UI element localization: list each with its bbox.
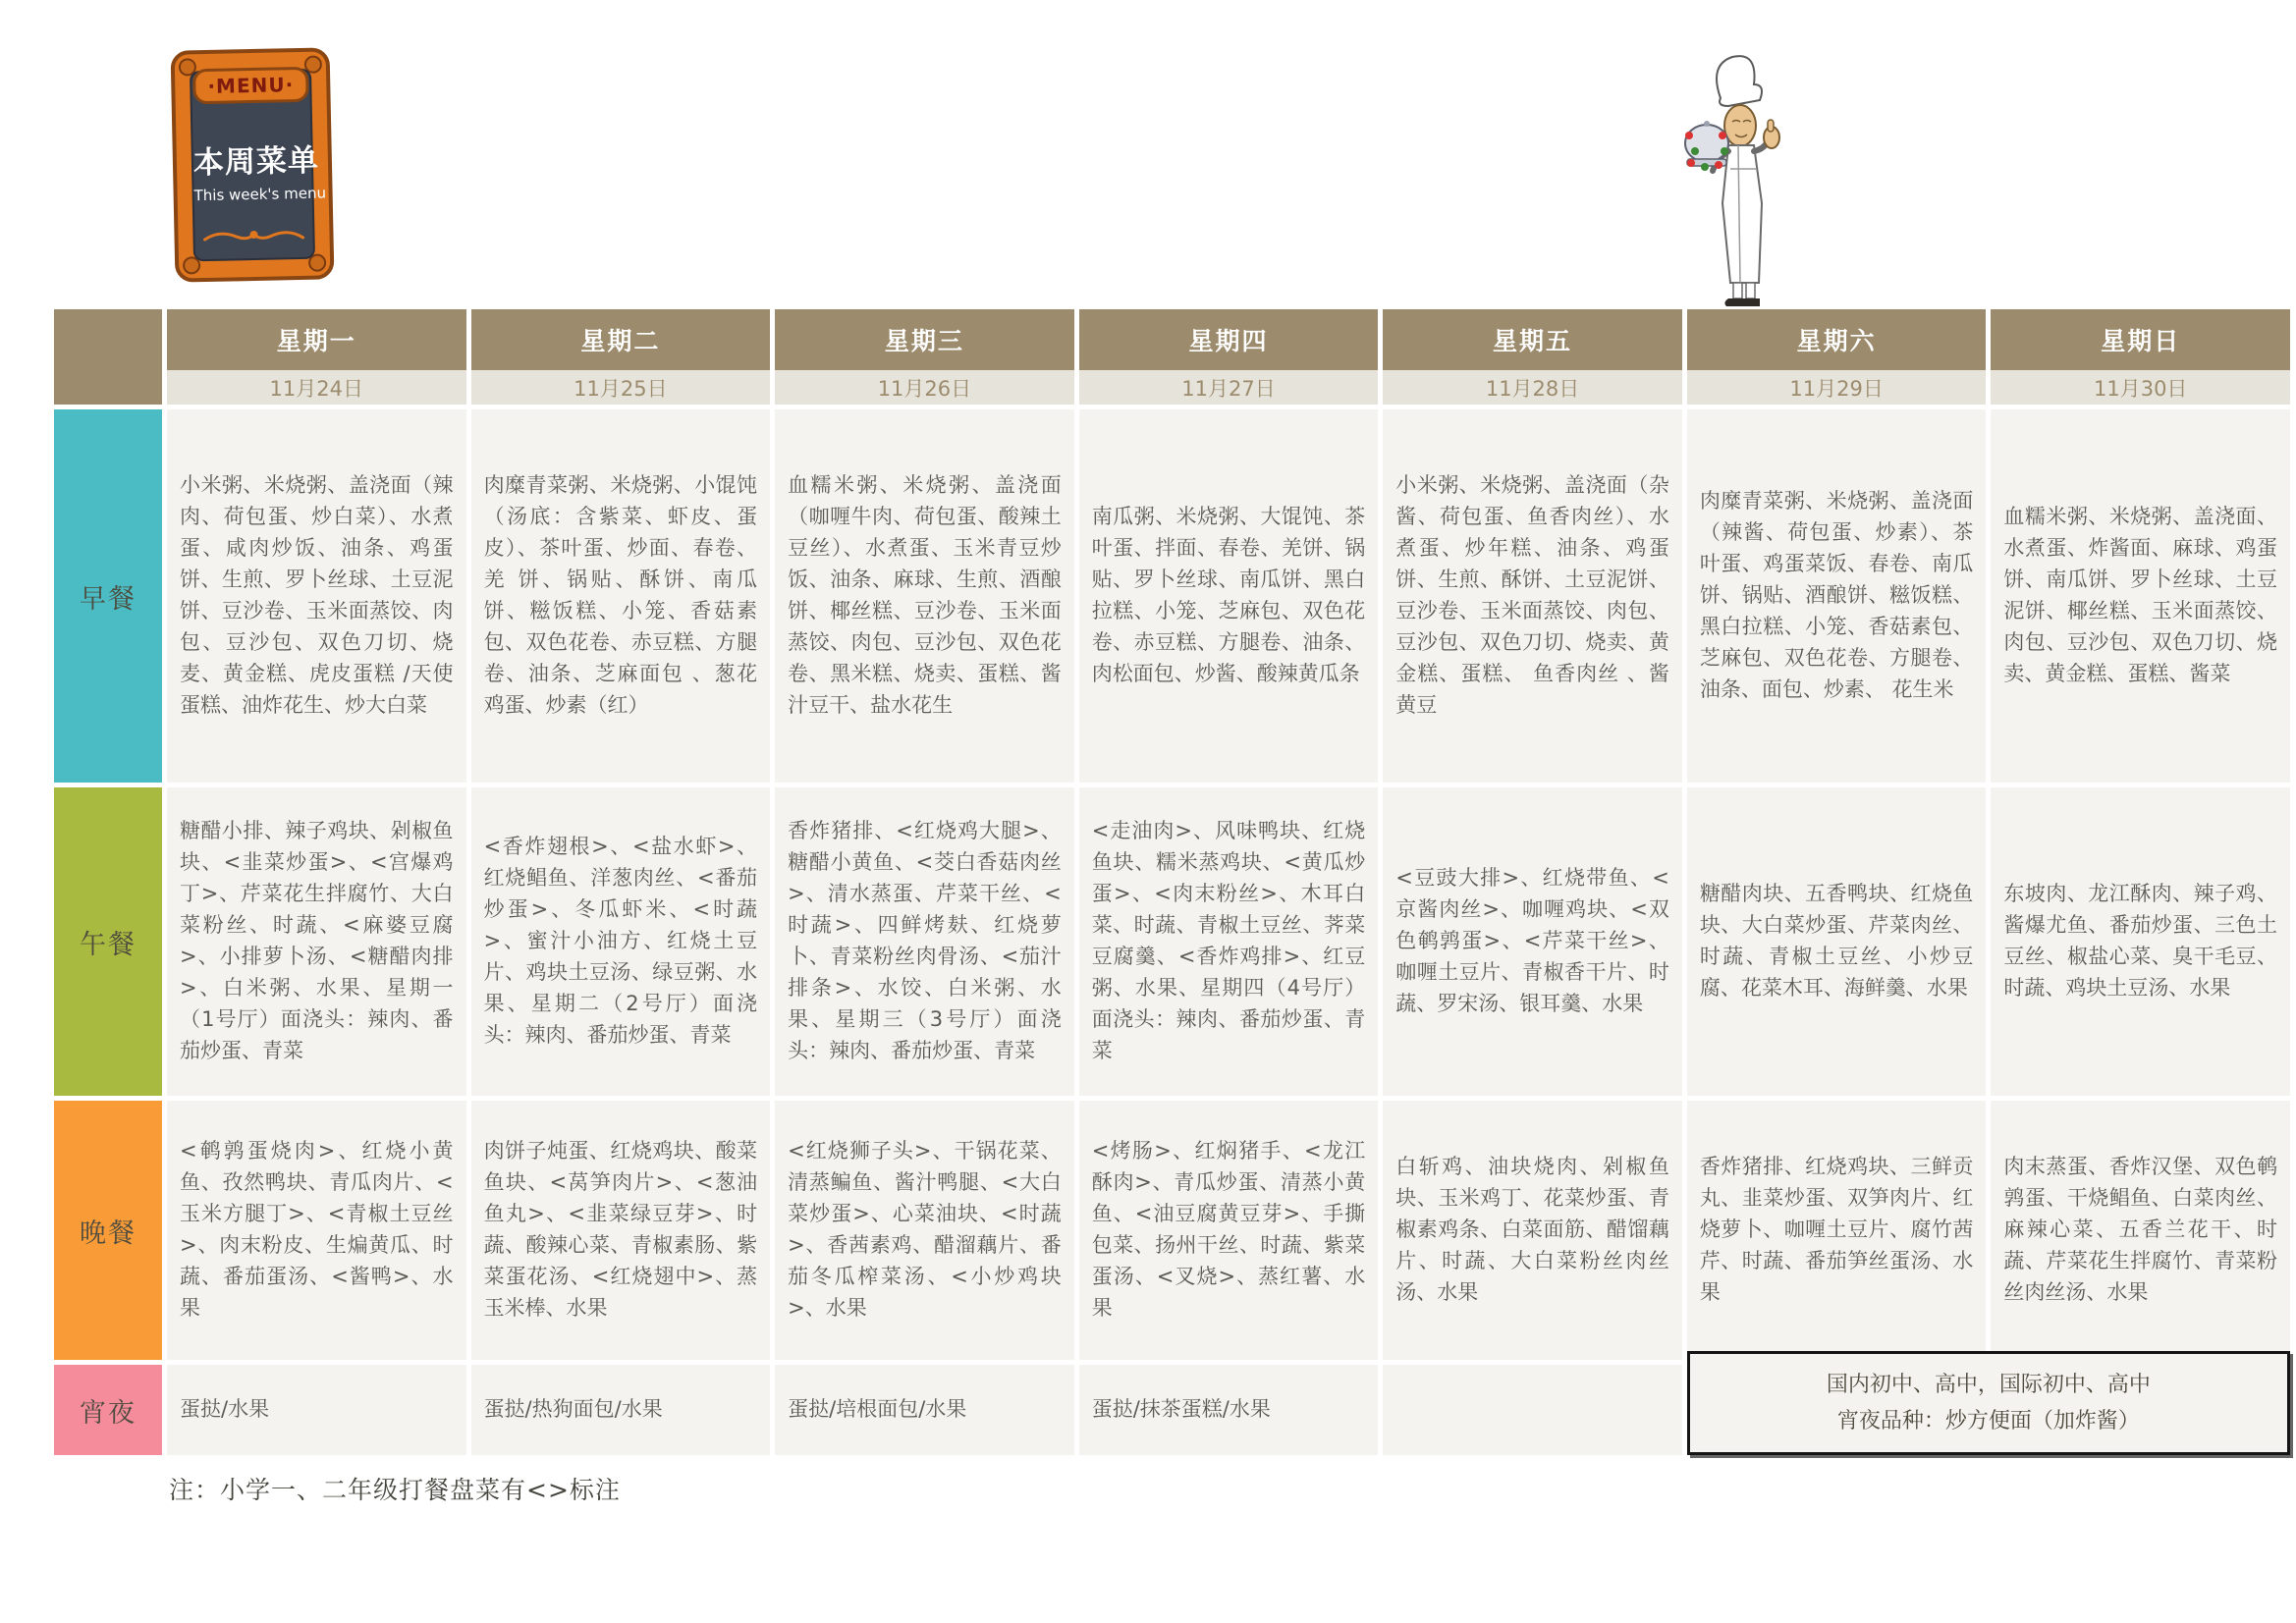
supper-note-line1: 国内初中、高中，国际初中、高中 bbox=[1826, 1372, 2151, 1397]
column-header-friday bbox=[1383, 309, 1682, 405]
column-header-monday bbox=[167, 309, 466, 405]
menu-logo bbox=[171, 47, 335, 282]
supper-note-line2: 宵夜品种：炒方便面（加炸酱） bbox=[1836, 1409, 2140, 1434]
lunch-wednesday: 香炸猪排、<红烧鸡大腿>、糖醋小黄鱼、<茭白香菇肉丝>、清水蒸蛋、芹菜干丝、<时蔬>、四鲜烤麸、红烧萝卜、青菜粉丝肉骨汤、<茄汁排条>、水饺、白米粥、水果、星期三（3号厅）面浇头：辣肉、番茄炒蛋、青菜 bbox=[775, 787, 1074, 1096]
breakfast-wednesday: 血糯米粥、米烧粥、盖浇面（咖喱牛肉、荷包蛋、酸辣土豆丝）、水煮蛋、玉米青豆炒饭、油条、麻球、生煎、酒酿饼、椰丝糕、豆沙卷、玉米面蒸饺、肉包、豆沙包、双色花卷、黑米糕、烧卖、蛋糕、酱汁豆干、盐水花生 bbox=[775, 409, 1074, 783]
supper-friday bbox=[1383, 1365, 1682, 1455]
column-header-sunday bbox=[1991, 309, 2290, 405]
lunch-saturday: 糖醋肉块、五香鸭块、红烧鱼块、大白菜炒蛋、芹菜肉丝、时蔬、青椒土豆丝、小炒豆腐、花菜木耳、海鲜羹、水果 bbox=[1687, 787, 1987, 1096]
dinner-monday: <鹌鹑蛋烧肉>、红烧小黄鱼、孜然鸭块、青瓜肉片、<玉米方腿丁>、<青椒土豆丝>、肉末粉皮、生煸黄瓜、时蔬、番茄蛋汤、<酱鸭>、水果 bbox=[167, 1101, 466, 1360]
row-label-dinner: 晚餐 bbox=[54, 1101, 162, 1360]
dinner-wednesday: <红烧狮子头>、干锅花菜、清蒸鳊鱼、酱汁鸭腿、<大白菜炒蛋>、心菜油块、<时蔬>、香茜素鸡、醋溜藕片、番茄冬瓜榨菜汤、<小炒鸡块>、水果 bbox=[775, 1101, 1074, 1360]
lunch-friday: <豆豉大排>、红烧带鱼、<京酱肉丝>、咖喱鸡块、<双色鹌鹑蛋>、<芹菜干丝>、咖喱土豆片、青椒香干片、时蔬、罗宋汤、银耳羹、水果 bbox=[1383, 787, 1682, 1096]
supper-thursday: 蛋挞/抹茶蛋糕/水果 bbox=[1079, 1365, 1379, 1455]
column-header-saturday bbox=[1687, 309, 1987, 405]
day-name: 星期三 bbox=[775, 309, 1074, 370]
day-name: 星期五 bbox=[1383, 309, 1682, 370]
day-date: 11月28日 bbox=[1383, 370, 1682, 405]
dinner-sunday: 肉末蒸蛋、香炸汉堡、双色鹌鹑蛋、干烧鲳鱼、白菜肉丝、麻辣心菜、五香兰花干、时蔬、芹菜花生拌腐竹、青菜粉丝肉丝汤、水果 bbox=[1991, 1101, 2290, 1360]
column-header-wednesday bbox=[775, 309, 1074, 405]
footnote: 注：小学一、二年级打餐盘菜有<>标注 bbox=[169, 1476, 621, 1504]
lunch-tuesday: <香炸翅根>、<盐水虾>、红烧鲳鱼、洋葱肉丝、<番茄炒蛋>、冬瓜虾米、<时蔬>、蜜汁小油方、红烧土豆片、鸡块土豆汤、绿豆粥、水果、星期二（2号厅）面浇头：辣肉、番茄炒蛋、青菜 bbox=[471, 787, 771, 1096]
breakfast-friday: 小米粥、米烧粥、盖浇面（杂酱、荷包蛋、鱼香肉丝）、水煮蛋、炒年糕、油条、鸡蛋饼、生煎、酥饼、土豆泥饼、豆沙卷、玉米面蒸饺、肉包、豆沙包、双色刀切、烧卖、黄金糕、蛋糕、 鱼香肉丝 、酱黄豆 bbox=[1383, 409, 1682, 783]
breakfast-thursday: 南瓜粥、米烧粥、大馄饨、茶叶蛋、拌面、春卷、羌饼、锅贴、罗卜丝球、南瓜饼、黑白拉糕、小笼、芝麻包、双色花卷、赤豆糕、方腿卷、油条、肉松面包、炒酱、酸辣黄瓜条 bbox=[1079, 409, 1379, 783]
column-header-thursday bbox=[1079, 309, 1379, 405]
breakfast-sunday: 血糯米粥、米烧粥、盖浇面、水煮蛋、炸酱面、麻球、鸡蛋饼、南瓜饼、罗卜丝球、土豆泥饼、椰丝糕、玉米面蒸饺、肉包、豆沙包、双色刀切、烧卖、黄金糕、蛋糕、酱菜 bbox=[1991, 409, 2290, 783]
logo-title-en: This week's menu bbox=[193, 184, 327, 205]
breakfast-saturday: 肉糜青菜粥、米烧粥、盖浇面（辣酱、荷包蛋、炒素）、茶叶蛋、鸡蛋菜饭、春卷、南瓜饼、锅贴、酒酿饼、糍饭糕、黑白拉糕、小笼、香菇素包、芝麻包、双色花卷、方腿卷、油条、面包、炒素、 花生米 bbox=[1687, 409, 1987, 783]
table-corner bbox=[54, 309, 162, 405]
logo-board bbox=[190, 69, 327, 262]
day-date: 11月26日 bbox=[775, 370, 1074, 405]
supper-note-box bbox=[1687, 1351, 2290, 1455]
row-label-supper: 宵夜 bbox=[54, 1365, 162, 1455]
supper-monday: 蛋挞/水果 bbox=[167, 1365, 466, 1455]
supper-tuesday: 蛋挞/热狗面包/水果 bbox=[471, 1365, 771, 1455]
lunch-monday: 糖醋小排、辣子鸡块、剁椒鱼块、<韭菜炒蛋>、<宫爆鸡丁>、芹菜花生拌腐竹、大白菜粉丝、时蔬、<麻婆豆腐>、小排萝卜汤、<糖醋肉排>、白米粥、水果、星期一（1号厅）面浇头：辣肉、番茄炒蛋、青菜 bbox=[167, 787, 466, 1096]
row-label-breakfast: 早餐 bbox=[54, 409, 162, 783]
day-date: 11月29日 bbox=[1687, 370, 1987, 405]
chef-illustration bbox=[1681, 41, 1789, 316]
dinner-thursday: <烤肠>、红焖猪手、<龙江酥肉>、青瓜炒蛋、清蒸小黄鱼、<油豆腐黄豆芽>、手撕包菜、扬州干丝、时蔬、紫菜蛋汤、<叉烧>、蒸红薯、水果 bbox=[1079, 1101, 1379, 1360]
lunch-thursday: <走油肉>、风味鸭块、红烧鱼块、糯米蒸鸡块、<黄瓜炒蛋>、<肉末粉丝>、木耳白菜、时蔬、青椒土豆丝、荠菜豆腐羹、<香炸鸡排>、红豆粥、水果、星期四（4号厅）面浇头：辣肉、番茄炒蛋、青菜 bbox=[1079, 787, 1379, 1096]
day-name: 星期二 bbox=[471, 309, 771, 370]
logo-banner: ·MENU· bbox=[192, 67, 308, 104]
menu-table bbox=[54, 309, 2290, 1455]
lunch-sunday: 东坡肉、龙江酥肉、辣子鸡、酱爆尤鱼、番茄炒蛋、三色土豆丝、椒盐心菜、臭干毛豆、时蔬、鸡块土豆汤、水果 bbox=[1991, 787, 2290, 1096]
logo-scroll-ornament bbox=[194, 226, 312, 250]
supper-wednesday: 蛋挞/培根面包/水果 bbox=[775, 1365, 1074, 1455]
day-name: 星期六 bbox=[1687, 309, 1987, 370]
day-name: 星期一 bbox=[167, 309, 466, 370]
logo-title-zh: 本周菜单 bbox=[192, 142, 320, 182]
breakfast-monday: 小米粥、米烧粥、盖浇面（辣肉、荷包蛋、炒白菜）、水煮蛋、咸肉炒饭、油条、鸡蛋饼、生煎、罗卜丝球、土豆泥饼、豆沙卷、玉米面蒸饺、肉包、豆沙包、双色刀切、烧麦、黄金糕、虎皮蛋糕 /天使蛋糕、油炸花生、炒大白菜 bbox=[167, 409, 466, 783]
dinner-friday: 白斩鸡、油块烧肉、剁椒鱼块、玉米鸡丁、花菜炒蛋、青椒素鸡条、白菜面筋、醋馏藕片、时蔬、大白菜粉丝肉丝汤、水果 bbox=[1383, 1101, 1682, 1360]
day-date: 11月25日 bbox=[471, 370, 771, 405]
day-date: 11月27日 bbox=[1079, 370, 1379, 405]
breakfast-tuesday: 肉糜青菜粥、米烧粥、小馄饨（汤底：含紫菜、虾皮、蛋皮）、茶叶蛋、炒面、春卷、羌 饼、锅贴、酥饼、南瓜饼、糍饭糕、小笼、香菇素包、双色花卷、赤豆糕、方腿卷、油条、芝麻面包 、葱花鸡蛋、炒素（红） bbox=[471, 409, 771, 783]
day-name: 星期四 bbox=[1079, 309, 1379, 370]
day-date: 11月24日 bbox=[167, 370, 466, 405]
dinner-tuesday: 肉饼子炖蛋、红烧鸡块、酸菜鱼块、<莴笋肉片>、<葱油鱼丸>、<韭菜绿豆芽>、时蔬、酸辣心菜、青椒素肠、紫菜蛋花汤、<红烧翅中>、蒸玉米棒、水果 bbox=[471, 1101, 771, 1360]
row-label-lunch: 午餐 bbox=[54, 787, 162, 1096]
day-name: 星期日 bbox=[1991, 309, 2290, 370]
dinner-saturday: 香炸猪排、红烧鸡块、三鲜贡丸、韭菜炒蛋、双笋肉片、红烧萝卜、咖喱土豆片、腐竹茜芹、时蔬、番茄笋丝蛋汤、水果 bbox=[1687, 1101, 1987, 1360]
column-header-tuesday bbox=[471, 309, 771, 405]
day-date: 11月30日 bbox=[1991, 370, 2290, 405]
